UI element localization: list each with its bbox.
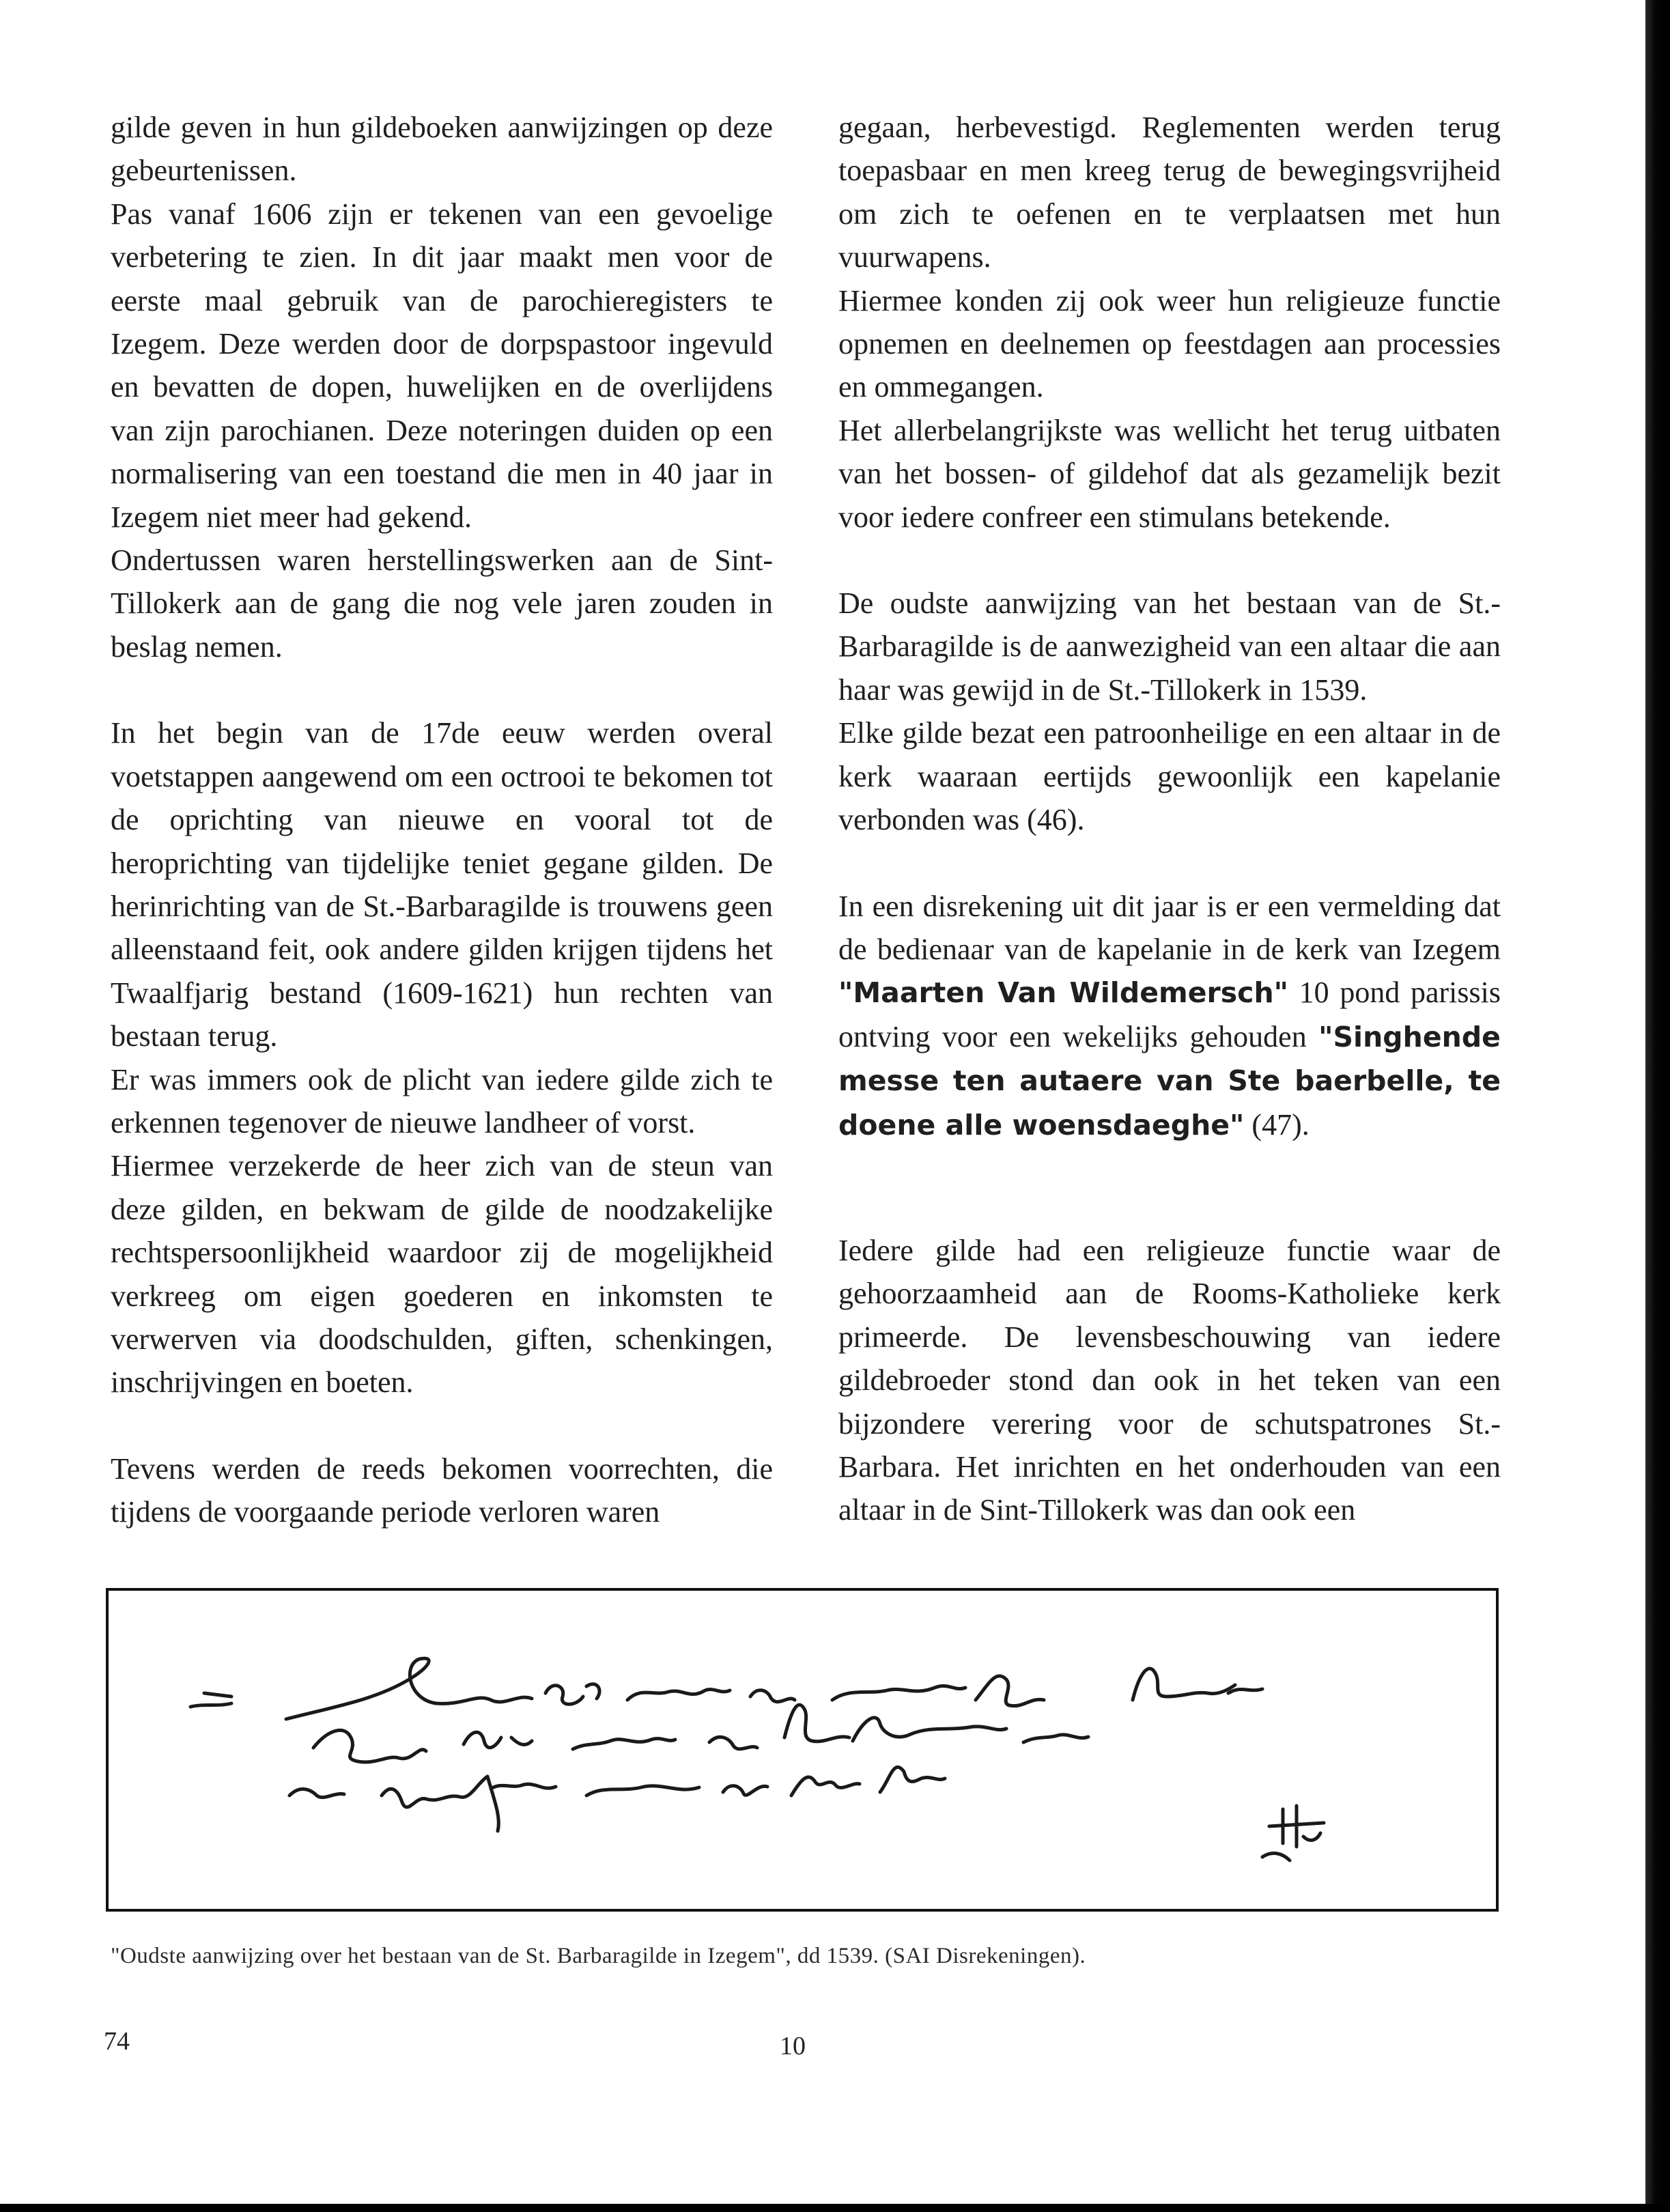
paragraph-spacer xyxy=(111,668,773,711)
paragraph-spacer xyxy=(111,1404,773,1447)
paragraph: Er was immers ook de plicht van iedere gilde zich te erkennen tegenover de nieuwe landheer of vorst. xyxy=(111,1062,773,1139)
page-number-center: 10 xyxy=(780,2032,806,2060)
paragraph: Hiermee konden zij ook weer hun religieuze functie opnemen en deelnemen op feestdagen aan processies en ommegangen. xyxy=(838,283,1501,404)
paragraph: Het allerbelangrijkste was wellicht het terug uitbaten van het bossen- of gildehof dat als gezamelijk bezit voor iedere confreer een stimulans betekende. xyxy=(838,413,1501,534)
handwriting-image xyxy=(109,1591,1496,1909)
page-number-left: 74 xyxy=(104,2027,130,2056)
mass-quote: "Singhende messe ten autaere van Ste baerbelle, te doene alle woensdaeghe" xyxy=(838,1020,1501,1142)
paragraph: Pas vanaf 1606 zijn er tekenen van een gevoelige verbetering te zien. In dit jaar maakt men voor de eerste maal gebruik van de parochieregisters te Izegem. Deze werden door de dorpspastoor ingevuld en bevatten de dopen, huwelijken en de overlijdens van zijn parochianen. Deze noteringen duiden op een normalisering van een toestand die men in 40 jaar in Izegem niet meer had gekend. xyxy=(111,197,773,534)
text: 10 pond parissis ontving voor een wekelijks gehouden xyxy=(838,976,1501,1053)
manuscript-figure xyxy=(106,1588,1499,1912)
text: In een disrekening uit dit jaar is er een vermelding dat de bedienaar van de kapelanie in de kerk van Izegem xyxy=(838,889,1501,966)
paragraph: Hiermee verzekerde de heer zich van de steun van deze gilden, en bekwam de gilde de noodzakelijke rechtspersoonlijkheid waardoor zij de mogelijkheid verkreeg om eigen goederen en inkomsten te verwerven via doodschulden, giften, schenkingen, inschrijvingen en boeten. xyxy=(111,1149,773,1400)
text: (47). xyxy=(1244,1107,1310,1142)
paragraph-disrekening xyxy=(838,885,1501,1147)
paragraph-spacer xyxy=(838,842,1501,885)
paragraph: gegaan, herbevestigd. Reglementen werden terug toepasbaar en men kreeg terug de bewegingsvrijheid om zich te oefenen en te verplaatsen met hun vuurwapens. xyxy=(838,111,1501,274)
paragraph: Ondertussen waren herstellingswerken aan de Sint-Tillokerk aan de gang die nog vele jaren zouden in beslag nemen. xyxy=(111,543,773,664)
paragraph: In het begin van de 17de eeuw werden overal voetstappen aangewend om een octrooi te bekomen tot de oprichting van nieuwe en vooral tot de heroprichting van tijdelijke teniet gegane gilden. De herinrichting van de St.-Barbaragilde is trouwens geen alleenstaand feit, ook andere gilden krijgen tijdens het Twaalfjarig bestand (1609-1621) hun rechten van bestaan terug. xyxy=(111,716,773,1053)
paragraph: gilde geven in hun gildeboeken aanwijzingen op deze gebeurtenissen. xyxy=(111,111,773,188)
scan-border-bottom xyxy=(0,2204,1670,2212)
right-column xyxy=(838,106,1501,1532)
figure-caption: "Oudste aanwijzing over het bestaan van de St. Barbaragilde in Izegem", dd 1539. (SAI Disrekeningen). xyxy=(111,1944,1086,1968)
paragraph-spacer xyxy=(838,539,1501,582)
paragraph: Iedere gilde had een religieuze functie waar de gehoorzaamheid aan de Rooms-Katholieke kerk primeerde. De levensbeschouwing van iedere gildebroeder stond dan ook in het teken van een bijzondere verering voor de schutspatrones St.-Barbara. Het inrichten en het onderhouden van een altaar in de Sint-Tillokerk was dan ook een xyxy=(838,1233,1501,1527)
paragraph-spacer xyxy=(838,1147,1501,1229)
scan-border-right xyxy=(1645,0,1670,2204)
paragraph: Tevens werden de reeds bekomen voorrechten, die tijdens de voorgaande periode verloren waren xyxy=(111,1451,773,1529)
paragraph: De oudste aanwijzing van het bestaan van de St.-Barbaragilde is de aanwezigheid van een altaar die aan haar was gewijd in de St.-Tillokerk in 1539. xyxy=(838,586,1501,707)
left-column xyxy=(111,106,773,1534)
paragraph: Elke gilde bezat een patroonheilige en een altaar in de kerk waaraan eertijds gewoonlijk een kapelanie verbonden was (46). xyxy=(838,716,1501,837)
chaplain-name: "Maarten Van Wildemersch" xyxy=(838,976,1289,1010)
